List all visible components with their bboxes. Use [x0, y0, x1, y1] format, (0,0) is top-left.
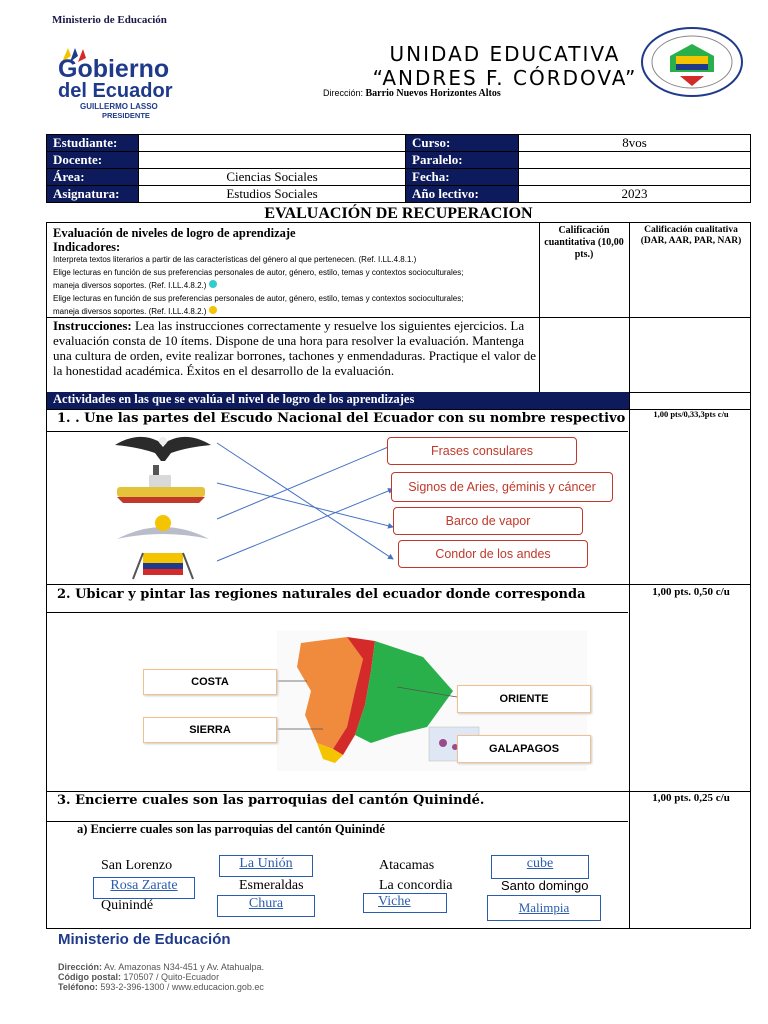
- indicator-list: [53, 253, 539, 318]
- gobierno-text: Gobierno: [58, 55, 170, 83]
- school-name: [340, 42, 670, 90]
- indicators-cell: [53, 226, 537, 254]
- divider: [47, 612, 628, 613]
- school-line1: UNIDAD EDUCATIVA: [389, 42, 621, 66]
- parroquia-option[interactable]: San Lorenzo: [101, 858, 173, 873]
- footer-telefono: [58, 982, 264, 992]
- indicator-3: [53, 305, 539, 318]
- anio-label: Año lectivo:: [406, 186, 519, 203]
- school-crest-icon: [640, 26, 744, 98]
- indicator-2a: Elige lecturas en función de sus preferencias personales de autor, género, estilo, temas y contextos socioculturales;: [53, 268, 464, 277]
- indicator-3b: maneja diversos soportes. (Ref. I.LL.4.8.2.): [53, 307, 207, 316]
- parroquia-option[interactable]: Atacamas: [379, 858, 435, 873]
- footer-tel-label: Teléfono:: [58, 982, 98, 992]
- footer-cp-label: Código postal:: [58, 972, 121, 982]
- footer-codigo-postal: [58, 972, 219, 982]
- instructions-text: Lea las instrucciones correctamente y resuelve los siguientes ejercicios. La evaluación consta de 10 ítems. Dispone de una hora para resolver la evaluación. Mantenga una cultura de orden, evite realizar borrones, tachones y enmendaduras. Practique el valor de la honestidad académica. Éxitos en el desarrollo de la evaluación.: [53, 318, 536, 378]
- parroquia-option-circled[interactable]: Rosa Zarate: [93, 877, 195, 899]
- label-galapagos[interactable]: GALAPAGOS: [457, 735, 591, 763]
- paralelo-label: Paralelo:: [406, 152, 519, 169]
- parroquia-option-circled[interactable]: La Unión: [219, 855, 313, 877]
- condor-image: [115, 437, 211, 461]
- estudiante-label: Estudiante:: [47, 135, 139, 152]
- instructions: [53, 318, 537, 378]
- indicator-1: Interpreta textos literarios a partir de las características del género al que pertenecen. (Ref. I.LL.4.8.1.): [53, 255, 417, 264]
- banderas-image: [133, 553, 193, 579]
- cuantitativa-header: Calificación cuantitativa (10,00 pts.): [544, 225, 624, 260]
- footer-cp-value: 170507 / Quito-Ecuador: [121, 972, 220, 982]
- indicator-2b: maneja diversos soportes. (Ref. I.LL.4.8.2.): [53, 281, 207, 290]
- direccion: [323, 88, 501, 99]
- parroquia-option-circled[interactable]: Malimpia: [487, 895, 601, 921]
- paralelo-field[interactable]: [519, 152, 751, 169]
- question-3-subtitle: a) Encierre cuales son las parroquias del cantón Quinindé: [77, 822, 385, 836]
- signos-image: [117, 515, 209, 539]
- evaluation-title: EVALUACIÓN DE RECUPERACION: [264, 205, 533, 222]
- actividades-banner: Actividades en las que se evalúa el nivel de logro de los aprendizajes: [47, 392, 629, 409]
- evaluation-grid: [46, 222, 751, 929]
- estudiante-field[interactable]: [139, 135, 406, 152]
- option-barco-de-vapor[interactable]: Barco de vapor: [393, 507, 583, 535]
- fecha-field[interactable]: [519, 169, 751, 186]
- question-1-points: 1,00 pts/0,33,3pts c/u: [653, 409, 729, 419]
- area-field[interactable]: Ciencias Sociales: [139, 169, 406, 186]
- shield-parts-images: [113, 431, 213, 581]
- emoji-icon: [209, 306, 217, 314]
- parroquia-option-circled[interactable]: cube: [491, 855, 589, 879]
- option-signos[interactable]: Signos de Aries, géminis y cáncer: [391, 472, 613, 502]
- parroquia-option-circled[interactable]: Viche: [363, 893, 447, 913]
- option-frases-consulares[interactable]: Frases consulares: [387, 437, 577, 465]
- label-costa[interactable]: COSTA: [143, 669, 277, 695]
- student-info-table: [46, 134, 751, 203]
- connection-arrows: [207, 431, 407, 581]
- parroquia-option[interactable]: Esmeraldas: [239, 878, 304, 893]
- ministerio-header: Ministerio de Educación: [52, 14, 167, 26]
- divider: [539, 223, 540, 392]
- gobierno-logo: [52, 40, 182, 125]
- president-name: GUILLERMO LASSO: [80, 102, 158, 111]
- divider: [629, 223, 630, 929]
- question-1-title: 1. . Une las partes del Escudo Nacional del Ecuador con su nombre respectivo: [57, 411, 626, 426]
- parroquia-option[interactable]: La concordia: [379, 878, 453, 893]
- anio-field[interactable]: 2023: [519, 186, 751, 203]
- president-role: PRESIDENTE: [102, 111, 150, 120]
- divider: [47, 584, 750, 585]
- question-3-title: 3. Encierre cuales son las parroquias del cantón Quinindé.: [57, 793, 485, 808]
- area-label: Área:: [47, 169, 139, 186]
- curso-field[interactable]: 8vos: [519, 135, 751, 152]
- indicator-2: [53, 279, 539, 292]
- parroquia-option-circled[interactable]: Chura: [217, 895, 315, 917]
- question-2-points: 1,00 pts. 0,50 c/u: [652, 586, 730, 598]
- asignatura-field[interactable]: Estudios Sociales: [139, 186, 406, 203]
- asignatura-label: Asignatura:: [47, 186, 139, 203]
- label-oriente[interactable]: ORIENTE: [457, 685, 591, 713]
- school-line2: “ANDRES F. CÓRDOVA”: [372, 66, 638, 90]
- parroquia-option[interactable]: Quinindé: [101, 898, 154, 913]
- footer-tel-value: 593-2-396-1300 / www.educacion.gob.ec: [97, 982, 264, 992]
- option-condor[interactable]: Condor de los andes: [398, 540, 588, 568]
- cualitativa-header: Calificación cualitativa (DAR, AAR, PAR, NAR): [640, 225, 742, 246]
- barco-image: [117, 465, 205, 503]
- parroquia-option[interactable]: Santo domingo: [501, 878, 589, 893]
- ecuador-text: del Ecuador: [58, 80, 173, 102]
- footer-direccion: [58, 962, 264, 972]
- indicator-3a: Elige lecturas en función de sus preferencias personales de autor, género, estilo, temas y contextos socioculturales;: [53, 294, 464, 303]
- footer-ministerio: Ministerio de Educación: [58, 931, 231, 948]
- question-3-points: 1,00 pts. 0,25 c/u: [652, 792, 730, 804]
- label-sierra[interactable]: SIERRA: [143, 717, 277, 743]
- indicadores-heading: Indicadores:: [53, 240, 121, 254]
- direccion-label: Dirección:: [323, 88, 364, 98]
- direccion-value: Barrio Nuevos Horizontes Altos: [365, 88, 501, 99]
- docente-field[interactable]: [139, 152, 406, 169]
- emoji-icon: [209, 280, 217, 288]
- fecha-label: Fecha:: [406, 169, 519, 186]
- docente-label: Docente:: [47, 152, 139, 169]
- footer-dir-label: Dirección:: [58, 962, 103, 972]
- curso-label: Curso:: [406, 135, 519, 152]
- question-2-title: 2. Ubicar y pintar las regiones naturales del ecuador donde corresponda: [57, 587, 586, 602]
- footer-dir-value: Av. Amazonas N34-451 y Av. Atahualpa.: [102, 962, 264, 972]
- instructions-label: Instrucciones:: [53, 318, 132, 333]
- niveles-heading: Evaluación de niveles de logro de aprendizaje: [53, 226, 296, 240]
